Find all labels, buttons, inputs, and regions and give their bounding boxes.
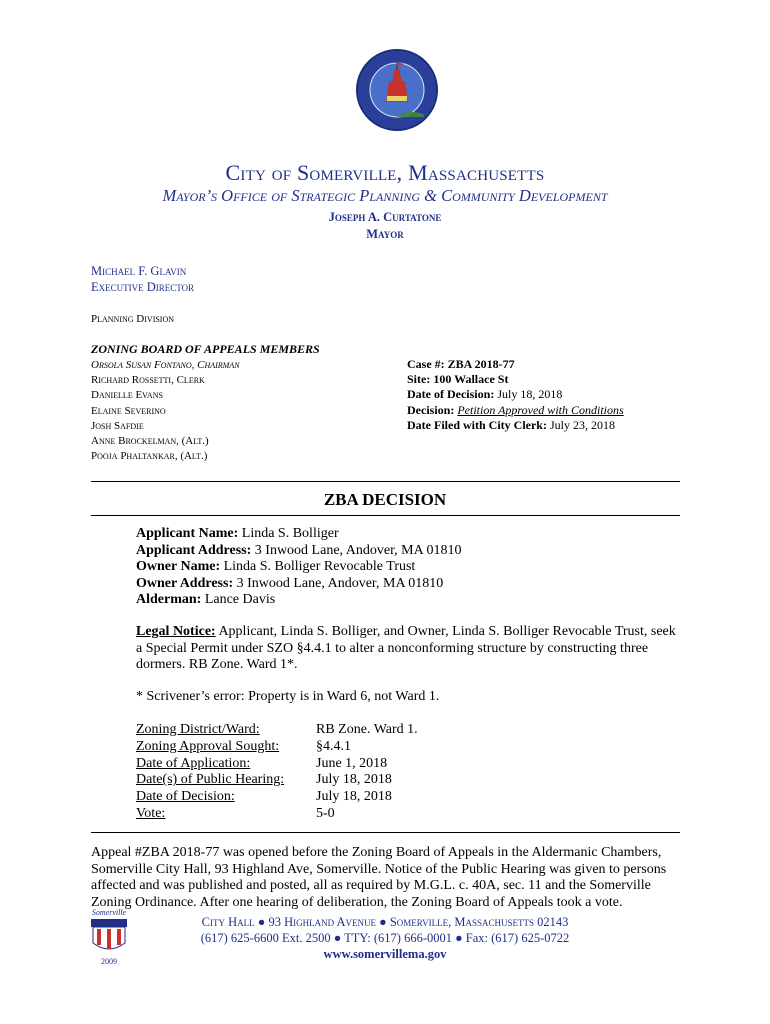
detail-label: Zoning Approval Sought: — [136, 738, 280, 754]
board-member: Danielle Evans — [91, 389, 163, 402]
detail-label: Vote: — [136, 805, 166, 821]
board-member: Anne Brockelman, (Alt.) — [91, 435, 209, 448]
legal-notice-label: Legal Notice: — [136, 624, 216, 639]
legal-notice — [136, 624, 681, 674]
detail-value: June 1, 2018 — [316, 755, 388, 771]
details-values — [316, 722, 418, 823]
footer-website-link[interactable]: www.somervillema.gov — [323, 947, 447, 961]
detail-value: July 18, 2018 — [316, 789, 392, 805]
logo-city-name: Somerville — [91, 908, 127, 917]
applicant-name: Applicant Name: Linda S. Bolliger — [136, 526, 339, 541]
case-filed: Date Filed with City Clerk: July 23, 2018 — [407, 417, 615, 432]
director-title: Executive Director — [91, 280, 195, 294]
office-name: Mayor’s Office of Strategic Planning & Community Development — [162, 186, 608, 205]
mayor-title: Mayor — [366, 227, 404, 241]
board-member: Elaine Severino — [91, 404, 166, 417]
appeal-paragraph: Appeal #ZBA 2018-77 was opened before the Zoning Board of Appeals in the Aldermanic Chambers, Somerville City Hall, 93 Highland Ave, Somerville. Notice of the Public Hearing was given to persons affected and was published and posted, all as required by M.G.L. c. 40A, sec. 11 and the Somerville Zoning Ordinance. After one hearing of deliberation, the Zoning Board of Appeals took a vote. — [91, 845, 667, 910]
board-member: Orsola Susan Fontano, Chairman — [91, 359, 240, 371]
footer-phones: (617) 625-6600 Ext. 2500 ● TTY: (617) 666-0001 ● Fax: (617) 625-0722 — [200, 931, 570, 945]
board-member: Josh Safdie — [91, 419, 144, 432]
mayor-name: Joseph A. Curtatone — [328, 210, 442, 224]
board-member: Pooja Phaltankar, (Alt.) — [91, 450, 208, 463]
division-name: Planning Division — [91, 313, 175, 325]
case-date: Date of Decision: July 18, 2018 — [407, 387, 563, 402]
board-member: Richard Rossetti, Clerk — [91, 374, 205, 387]
city-title: City of Somerville, Massachusetts — [225, 160, 545, 185]
detail-value: July 18, 2018 — [316, 772, 392, 788]
decision-title: ZBA DECISION — [323, 490, 447, 509]
city-seal-logo — [355, 48, 439, 132]
detail-label: Date(s) of Public Hearing: — [136, 772, 285, 788]
alderman: Alderman: Lance Davis — [136, 592, 276, 607]
board-members-list — [91, 358, 240, 464]
legal-notice-text: Applicant, Linda S. Bolliger, and Owner, Linda S. Bolliger Revocable Trust, seek a Special Permit under SZO §4.4.1 to alter a nonconforming structure by constructing three dormers. RB Zone. Ward 1*. — [136, 624, 676, 672]
footer-address: City Hall ● 93 Highland Avenue ● Somerville, Massachusetts 02143 — [201, 915, 569, 929]
detail-label: Date of Application: — [136, 755, 251, 771]
case-info — [407, 357, 624, 433]
case-site: Site: 100 Wallace St — [407, 372, 509, 387]
applicant-address: Applicant Address: 3 Inwood Lane, Andover, MA 01810 — [136, 542, 462, 558]
details-labels — [136, 722, 284, 823]
detail-value: RB Zone. Ward 1. — [316, 722, 418, 737]
scrivener-note: * Scrivener’s error: Property is in Ward 6, not Ward 1. — [136, 689, 440, 704]
detail-value: §4.4.1 — [316, 738, 351, 754]
divider-top — [91, 481, 680, 482]
footer — [0, 914, 770, 962]
applicant-block — [136, 526, 681, 609]
logo-year: 2009 — [101, 957, 117, 966]
divider-bottom — [91, 515, 680, 516]
director-name: Michael F. Glavin — [91, 264, 187, 278]
case-number: Case #: ZBA 2018-77 — [407, 357, 515, 371]
detail-label: Date of Decision: — [136, 789, 235, 805]
divider-details — [91, 832, 680, 833]
detail-label: Zoning District/Ward: — [136, 722, 260, 737]
board-heading: ZONING BOARD OF APPEALS MEMBERS — [91, 342, 320, 356]
detail-value: 5-0 — [316, 805, 335, 821]
owner-name: Owner Name: Linda S. Bolliger Revocable Trust — [136, 559, 416, 574]
owner-address: Owner Address: 3 Inwood Lane, Andover, MA 01810 — [136, 575, 444, 591]
case-decision: Decision: Petition Approved with Conditions — [407, 402, 624, 417]
